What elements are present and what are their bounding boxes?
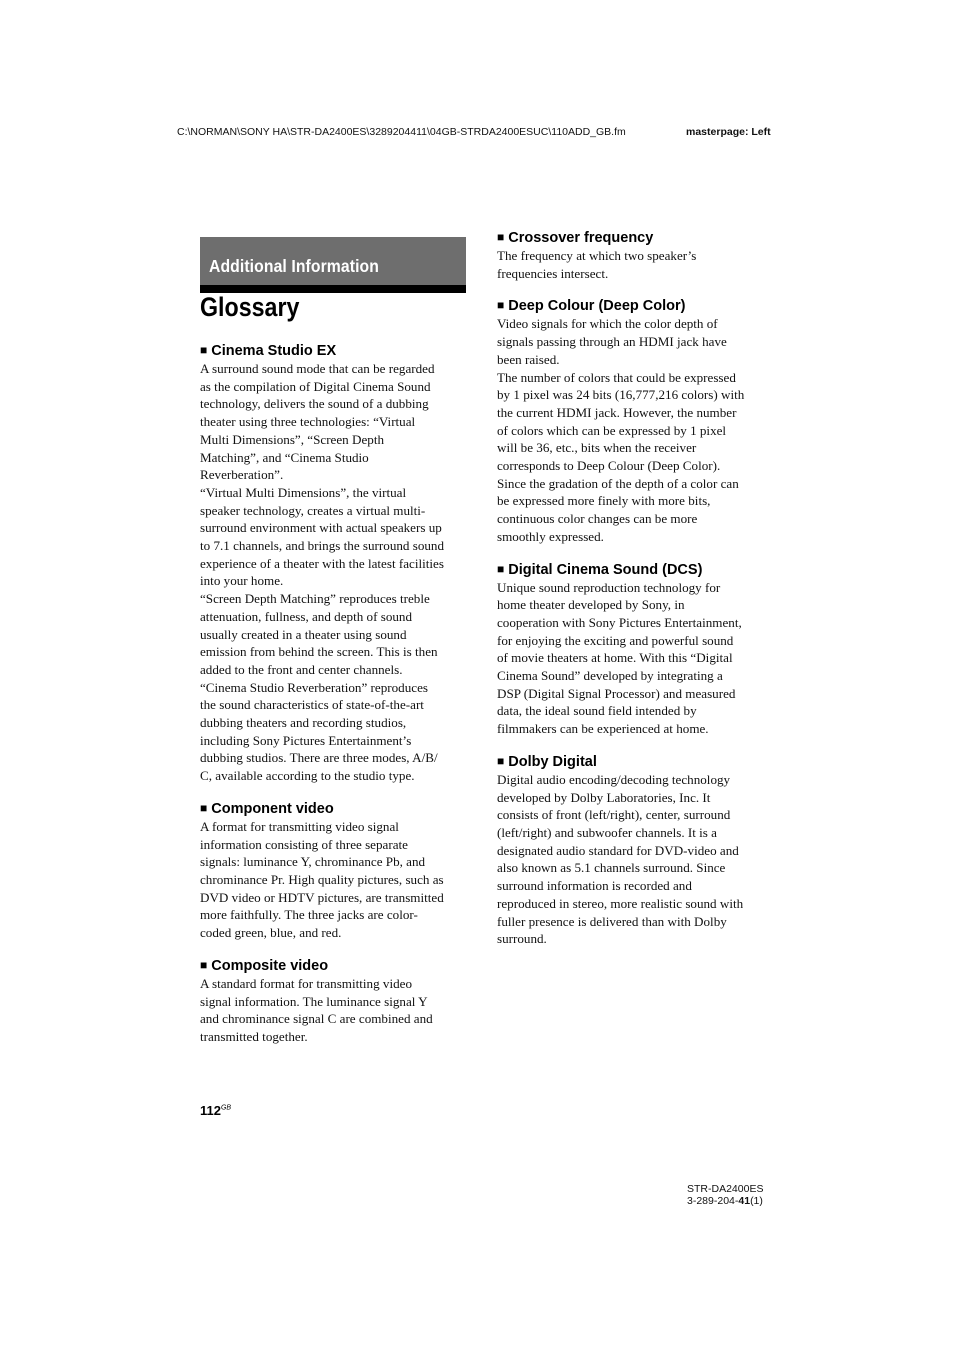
section-title: Additional Information [209,256,379,276]
term-label: Deep Colour (Deep Color) [508,298,686,315]
glossary-definition: A standard format for transmitting video signal information. The luminance signal Y and chrominance signal C are combined and transmitted together. [200,975,433,1044]
glossary-entry [200,800,466,942]
glossary-definition: The frequency at which two speaker’s frequencies intersect. [497,248,697,281]
term-label: Dolby Digital [508,753,597,770]
bullet-square-icon: ■ [200,800,208,815]
glossary-term [200,957,466,975]
footer-model: STR-DA2400ES [687,1183,764,1195]
glossary-definition: Digital audio encoding/decoding technology developed by Dolby Laboratories, Inc. It consists of front (left/right), center, surround (left/right) and subwoofer channels. It is a designated audio standard for DVD-video and also known as 5.1 channels surround. Since surround information is recorded and reproduced in stereo, more realistic sound with fuller presence is delivered than with Dolby surround. [497,771,744,947]
page-number [200,1103,231,1118]
bullet-square-icon: ■ [497,753,505,768]
term-label: Digital Cinema Sound (DCS) [508,561,703,578]
glossary-definition: A format for transmitting video signal information consisting of three separate signals: luminance Y, chrominance Pb, and chrominance Pr. High quality pictures, such as DVD video or HDTV pictures, are transmitted more faithfully. The three jacks are color- coded green, blue, and red. [200,818,444,941]
bullet-square-icon: ■ [497,230,505,244]
glossary-term [497,229,763,247]
glossary-term [497,297,763,315]
term-label: Crossover frequency [508,230,654,246]
glossary-definition: Unique sound reproduction technology for home theater developed by Sony, in cooperation with Sony Pictures Entertainment, for enjoying the exciting and powerful sound of movie theaters at home. With this “Digital Cinema Sound” developed by integrating a DSP (Digital Signal Processor) and measured data, the ideal sound field intended by filmmakers can be experienced at home. [497,579,742,737]
glossary-term [497,753,763,771]
glossary-term [200,342,466,360]
footer-code-prefix: 3-289-204- [687,1195,739,1207]
term-label: Component video [211,800,334,817]
header-masterpage: masterpage: Left [686,126,771,138]
bullet-square-icon: ■ [497,298,505,313]
footer-code-bold: 41 [738,1195,751,1207]
term-label: Cinema Studio EX [211,343,337,359]
glossary-term [497,561,763,579]
glossary-entry [497,753,763,948]
bullet-square-icon: ■ [200,957,208,972]
bullet-square-icon: ■ [200,343,208,357]
glossary-definition: A surround sound mode that can be regarded as the compilation of Digital Cinema Sound technology, delivers the sound of a dubbing theater using three technologies: “Virtual Multi Dimensions”, “Screen Depth Matching”, and “Cinema Studio Reverberation”. “Virtual Multi Dimensions”, the virtual speaker technology, creates a virtual multi- surround environment with actual speakers up to 7.1 channels, and brings the surround sound experience of a theater with the latest facilities into your home. “Screen Depth Matching” reproduces treble attenuation, fullness, and depth of sound usually created in a theater using sound emission from behind the screen. This is then added to the front and center channels. “Cinema Studio Reverberation” reproduces the sound characteristics of state-of-the-art dubbing theaters and recording studios, including Sony Pictures Entertainment’s dubbing studios. There are three modes, A/B/ C, available according to the studio type. [200,361,445,784]
page-number-suffix: GB [220,1104,232,1112]
glossary-entry [497,229,763,282]
glossary-entry [200,957,466,1046]
footer-code-suffix: (1) [750,1195,763,1207]
glossary-entry [497,297,763,545]
header-file-path: C:\NORMAN\SONY HA\STR-DA2400ES\3289204411\04GB-STRDA2400ESUC\110ADD_GB.fm [177,126,626,138]
page-title: Glossary [200,292,300,322]
glossary-entry [497,561,763,738]
glossary-definition: Video signals for which the color depth of signals passing through an HDMI jack have been raised. The number of colors that could be expressed by 1 pixel was 24 bits (16,777,216 colors) with the current HDMI jack. However, the number of colors which can be expressed by 1 pixel will be 36, etc., bits when the receiver corresponds to Deep Colour (Deep Color). Since the gradation of the depth of a color can be expressed more finely with more bits, continuous color changes can be more smoothly expressed. [497,316,745,544]
term-label: Composite video [211,957,329,974]
footer-part-code [687,1195,763,1207]
page-number-value: 112 [200,1103,221,1118]
left-column [200,342,466,1061]
bullet-square-icon: ■ [497,561,505,576]
glossary-term [200,800,466,818]
section-banner [200,237,466,293]
glossary-entry [200,342,466,785]
right-column [497,229,763,963]
